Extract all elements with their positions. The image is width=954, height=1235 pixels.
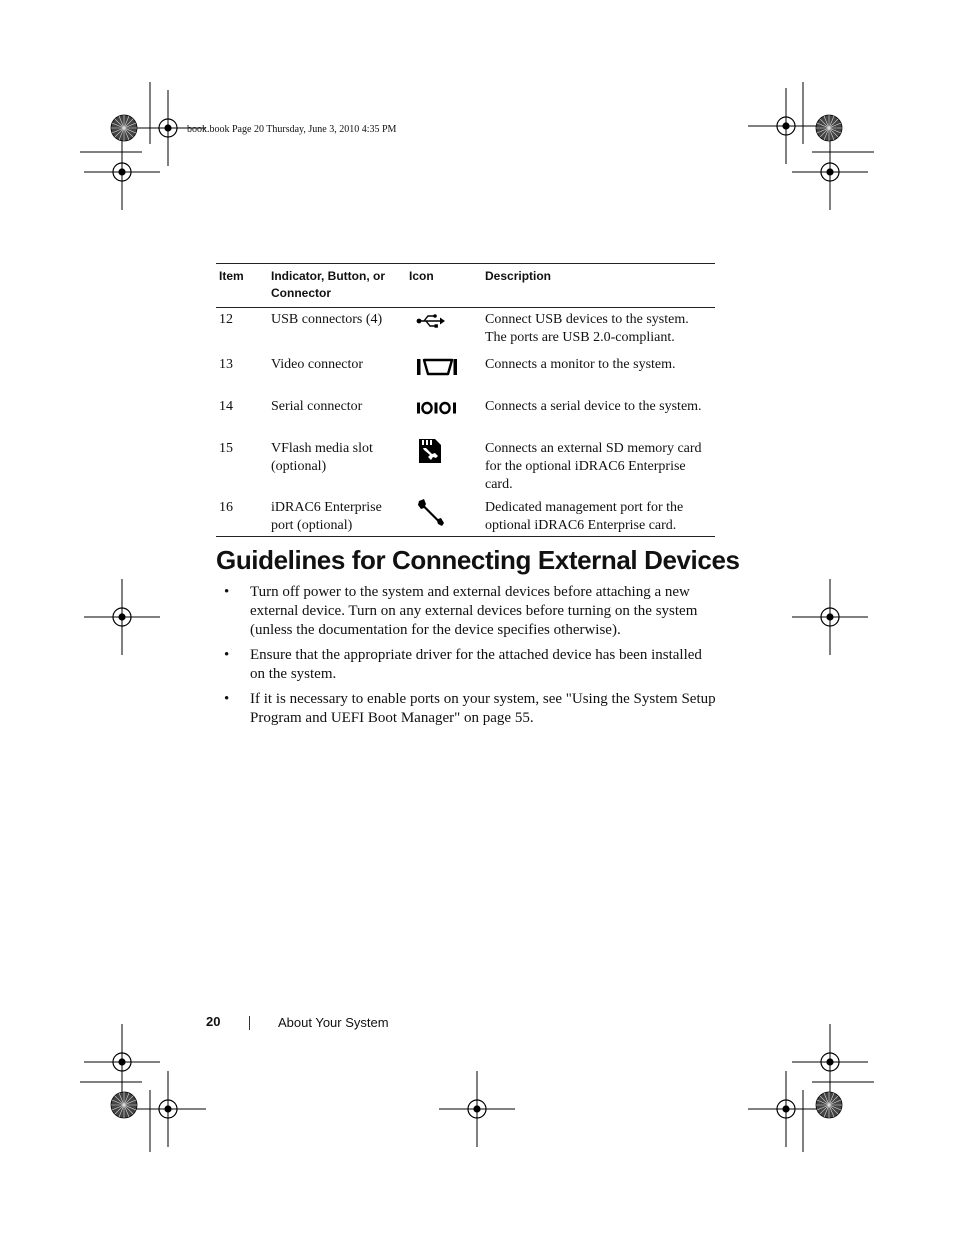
- connector-description: Connects a serial device to the system.: [485, 398, 702, 414]
- footer-section-title: About Your System: [278, 1015, 389, 1030]
- table-header-row: [216, 264, 715, 308]
- list-item: [216, 690, 716, 728]
- connector-description: Connect USB devices to the system. The ports are USB 2.0-compliant.: [485, 312, 689, 345]
- column-header-description: Description: [482, 264, 715, 308]
- connector-name: Serial connector: [271, 398, 363, 414]
- list-item: [216, 646, 716, 684]
- vflash-sd-card-icon: [409, 437, 478, 465]
- serial-connector-icon: [409, 401, 478, 415]
- connector-description: Dedicated management port for the optional iDRAC6 Enterprise card.: [482, 496, 715, 537]
- list-item-text: Turn off power to the system and external devices before attaching a new external device. Turn on any external devices before turning on the system (unless the documentation for the device specifies otherwise).: [250, 584, 698, 638]
- guidelines-list: [216, 583, 716, 734]
- page-number: 20: [206, 1014, 221, 1029]
- table-row: [216, 395, 715, 437]
- footer-separator: [249, 1016, 250, 1030]
- connector-name: iDRAC6 Enterprise port (optional): [268, 496, 406, 537]
- list-item: [216, 583, 716, 640]
- bullet-marker: •: [224, 691, 230, 707]
- list-item-text: Ensure that the appropriate driver for the attached device has been installed on the system.: [250, 647, 702, 682]
- item-number: 13: [219, 356, 233, 372]
- column-header-indicator: Indicator, Button, or Connector: [268, 264, 406, 308]
- item-number: 16: [216, 496, 268, 537]
- connector-name: VFlash media slot (optional): [271, 440, 373, 474]
- connector-description: Connects an external SD memory card for the optional iDRAC6 Enterprise card.: [485, 440, 702, 492]
- table-row: [216, 437, 715, 496]
- table-row: [216, 353, 715, 395]
- column-header-item: Item: [216, 264, 268, 308]
- table-row: [216, 308, 715, 353]
- video-connector-icon: [409, 357, 478, 377]
- wrench-icon: [409, 497, 478, 527]
- section-heading: Guidelines for Connecting External Devices: [216, 545, 740, 575]
- connector-name: Video connector: [271, 356, 364, 372]
- print-slug-line: book.book Page 20 Thursday, June 3, 2010 4:35 PM: [187, 124, 397, 135]
- column-header-icon: Icon: [406, 264, 482, 308]
- item-number: 12: [219, 312, 233, 327]
- connector-table: [216, 263, 715, 537]
- item-number: 14: [219, 398, 233, 414]
- list-item-text: If it is necessary to enable ports on your system, see "Using the System Setup Program and UEFI Boot Manager" on page 55.: [250, 691, 716, 726]
- connector-name: USB connectors (4): [271, 312, 383, 327]
- bullet-marker: •: [224, 584, 230, 600]
- table-row: [216, 496, 715, 537]
- bullet-marker: •: [224, 647, 230, 663]
- item-number: 15: [219, 440, 233, 456]
- connector-description: Connects a monitor to the system.: [485, 356, 676, 372]
- usb-icon: [409, 313, 478, 329]
